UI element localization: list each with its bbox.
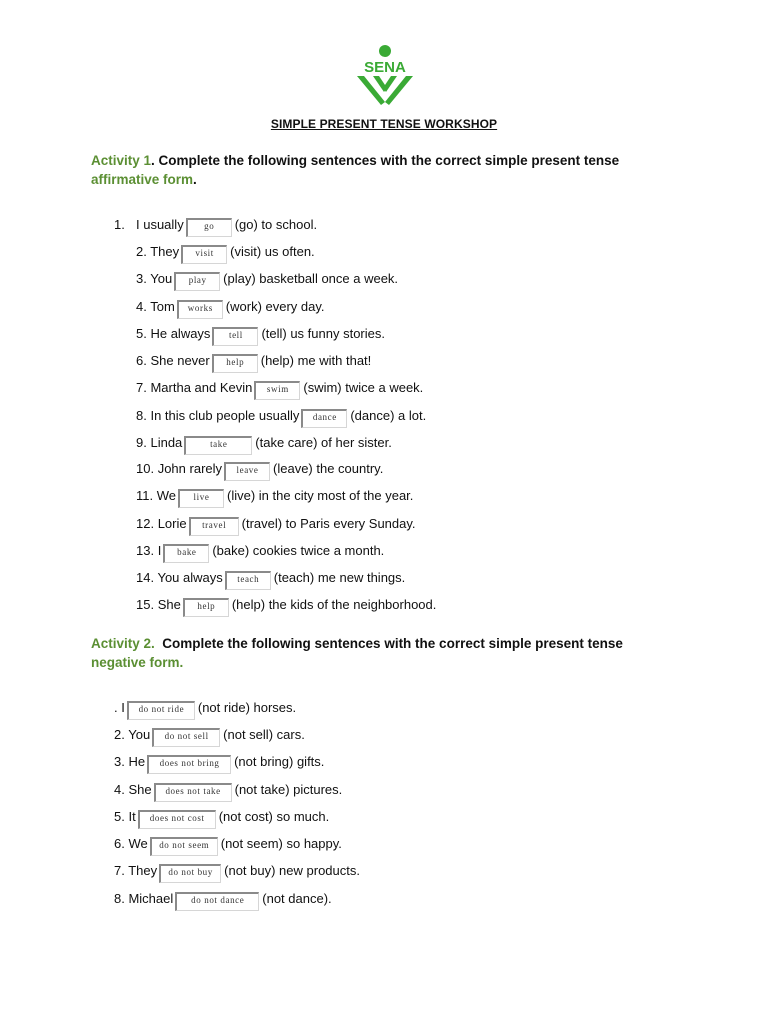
- activity2-label: Activity 2.: [91, 636, 155, 651]
- item-after: (dance) a lot.: [350, 408, 427, 423]
- item-number: 9.: [136, 435, 147, 450]
- item-number: 5.: [136, 326, 147, 341]
- answer-field[interactable]: leave: [224, 462, 270, 481]
- item-after: (travel) to Paris every Sunday.: [241, 516, 416, 531]
- activity2-instruction-end: .: [179, 655, 184, 670]
- answer-field[interactable]: bake: [163, 544, 209, 563]
- item-before: Lorie: [157, 516, 187, 531]
- activity1-item-10: [136, 461, 383, 481]
- item-number: .: [114, 700, 118, 715]
- item-number: 11.: [136, 488, 154, 503]
- activity1-item-12: [136, 516, 416, 536]
- item-after: (leave) the country.: [273, 461, 384, 476]
- answer-field[interactable]: do not buy: [159, 864, 221, 883]
- answer-field[interactable]: play: [174, 272, 220, 291]
- activity2-item-6: [114, 836, 342, 856]
- item-number: 3.: [136, 271, 147, 286]
- item-after: (bake) cookies twice a month.: [212, 543, 385, 558]
- item-number: 2.: [114, 727, 125, 742]
- item-before: We: [156, 488, 176, 503]
- item-after: (not sell) cars.: [223, 727, 305, 742]
- activity2-item-1: [114, 700, 296, 720]
- item-after: (swim) twice a week.: [303, 380, 424, 395]
- sena-logo-icon: [353, 44, 417, 106]
- activity1-item-15: [136, 597, 436, 617]
- item-before: You always: [157, 570, 223, 585]
- activity1-item-1: [114, 217, 317, 237]
- item-after: (not dance).: [262, 891, 332, 906]
- answer-field[interactable]: travel: [189, 517, 239, 536]
- item-before: He: [128, 754, 146, 769]
- item-number: 8.: [114, 891, 125, 906]
- item-before: Michael: [128, 891, 174, 906]
- activity2-highlight: negative form: [91, 655, 180, 670]
- item-number: 6.: [136, 353, 147, 368]
- item-number: 3.: [114, 754, 125, 769]
- item-after: (play) basketball once a week.: [223, 271, 399, 286]
- activity1-instruction: [91, 151, 691, 189]
- answer-field[interactable]: go: [186, 218, 232, 237]
- item-number: 5.: [114, 809, 125, 824]
- activity2-item-4: [114, 782, 342, 802]
- activity1-instruction-main: . Complete the following sentences with the correct simple present tense: [151, 153, 620, 168]
- item-before: John rarely: [157, 461, 223, 476]
- item-after: (not ride) horses.: [197, 700, 297, 715]
- activity1-item-5: [136, 326, 385, 346]
- item-number: 8.: [136, 408, 147, 423]
- answer-field[interactable]: do not ride: [127, 701, 195, 720]
- activity1-item-11: [136, 488, 413, 508]
- item-number: 7.: [136, 380, 147, 395]
- answer-field[interactable]: dance: [301, 409, 347, 428]
- answer-field[interactable]: take: [184, 436, 252, 455]
- item-number: 4.: [114, 782, 125, 797]
- item-after: (teach) me new things.: [273, 570, 406, 585]
- item-number: 12.: [136, 516, 155, 531]
- answer-field[interactable]: visit: [181, 245, 227, 264]
- item-before: Linda: [150, 435, 183, 450]
- answer-field[interactable]: do not seem: [150, 837, 218, 856]
- logo-text: SENA: [364, 59, 406, 76]
- answer-field[interactable]: tell: [212, 327, 258, 346]
- item-after: (help) the kids of the neighborhood.: [231, 597, 437, 612]
- item-after: (live) in the city most of the year.: [227, 488, 414, 503]
- page-title: SIMPLE PRESENT TENSE WORKSHOP: [270, 117, 498, 131]
- answer-field[interactable]: does not cost: [138, 810, 216, 829]
- item-number: 13.: [136, 543, 155, 558]
- item-after: (visit) us often.: [230, 244, 315, 259]
- item-number: 6.: [114, 836, 125, 851]
- activity2-item-7: [114, 863, 360, 883]
- item-after: (tell) us funny stories.: [261, 326, 385, 341]
- answer-field[interactable]: works: [177, 300, 223, 319]
- item-before: You: [150, 271, 173, 286]
- item-after: (not take) pictures.: [234, 782, 343, 797]
- item-after: (help) me with that!: [260, 353, 372, 368]
- item-after: (go) to school.: [234, 217, 318, 232]
- item-number: 4.: [136, 299, 147, 314]
- item-before: We: [128, 836, 148, 851]
- activity1-item-9: [136, 435, 392, 455]
- answer-field[interactable]: help: [183, 598, 229, 617]
- item-before: I: [121, 700, 125, 715]
- item-after: (not cost) so much.: [218, 809, 330, 824]
- activity1-item-8: [136, 408, 426, 428]
- item-before: In this club people usually: [150, 408, 300, 423]
- activity2-item-5: [114, 809, 329, 829]
- answer-field[interactable]: live: [178, 489, 224, 508]
- activity1-item-7: [136, 380, 423, 400]
- item-before: They: [128, 863, 158, 878]
- activity2-item-2: [114, 727, 305, 747]
- item-before: Tom: [150, 299, 175, 314]
- item-number: 14.: [136, 570, 155, 585]
- item-before: He always: [150, 326, 211, 341]
- activity1-item-13: [136, 543, 384, 563]
- item-number: 7.: [114, 863, 125, 878]
- item-after: (work) every day.: [225, 299, 325, 314]
- answer-field[interactable]: does not bring: [147, 755, 231, 774]
- item-number: 15.: [136, 597, 155, 612]
- activity1-item-6: [136, 353, 371, 373]
- answer-field[interactable]: help: [212, 354, 258, 373]
- item-after: (take care) of her sister.: [255, 435, 392, 450]
- activity1-highlight: affirmative form: [91, 172, 194, 187]
- activity2-instruction-main: Complete the following sentences with the correct simple present tense: [154, 636, 623, 651]
- item-before: They: [150, 244, 180, 259]
- activity2-item-8: [114, 891, 332, 911]
- answer-field[interactable]: do not dance: [175, 892, 259, 911]
- activity1-item-2: [136, 244, 315, 264]
- item-number: 10.: [136, 461, 155, 476]
- activity1-item-3: [136, 271, 398, 291]
- item-number: 2.: [136, 244, 147, 259]
- sena-logo: [353, 44, 417, 106]
- activity1-item-4: [136, 299, 325, 319]
- activity2-instruction: [91, 634, 681, 672]
- answer-field[interactable]: swim: [254, 381, 300, 400]
- item-after: (not seem) so happy.: [220, 836, 342, 851]
- answer-field[interactable]: does not take: [154, 783, 232, 802]
- item-before: You: [128, 727, 151, 742]
- activity1-instruction-end: .: [193, 172, 197, 187]
- answer-field[interactable]: teach: [225, 571, 271, 590]
- item-before: I: [157, 543, 162, 558]
- activity2-item-3: [114, 754, 324, 774]
- item-after: (not buy) new products.: [224, 863, 360, 878]
- answer-field[interactable]: do not sell: [152, 728, 220, 747]
- item-after: (not bring) gifts.: [234, 754, 325, 769]
- item-before: She: [128, 782, 152, 797]
- item-before: It: [128, 809, 136, 824]
- item-before: I usually: [136, 217, 184, 232]
- item-before: Martha and Kevin: [150, 380, 253, 395]
- item-before: She never: [150, 353, 210, 368]
- item-before: She: [157, 597, 181, 612]
- item-number: 1.: [114, 217, 125, 232]
- activity1-item-14: [136, 570, 405, 590]
- activity1-label: Activity 1: [91, 153, 152, 168]
